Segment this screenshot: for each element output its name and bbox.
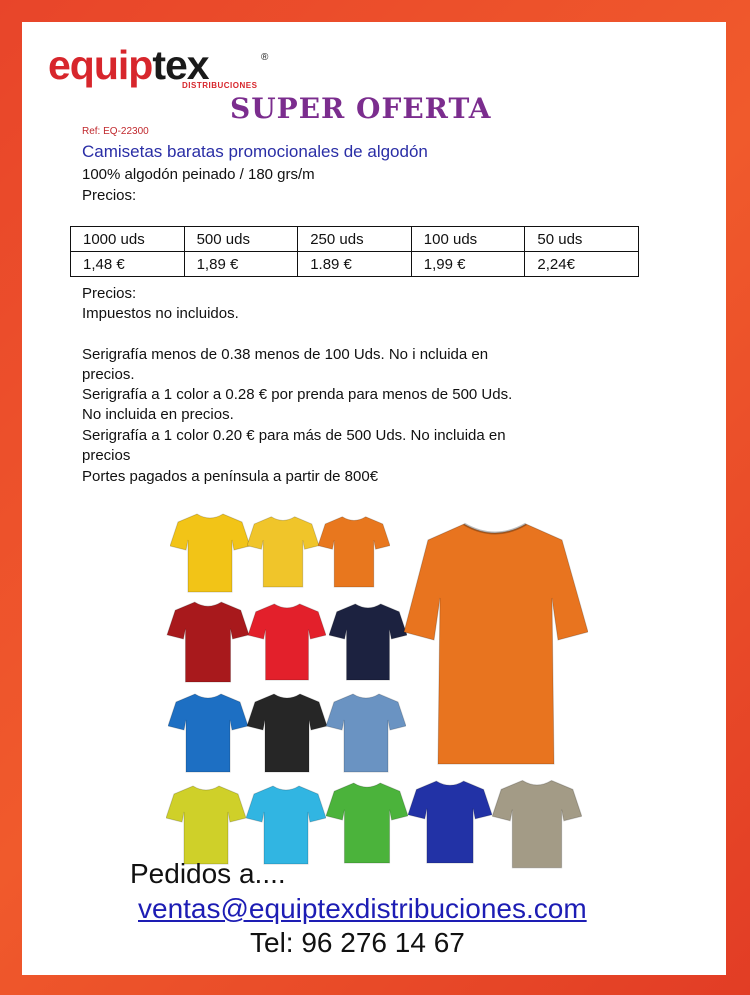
tshirt-shape: [492, 780, 582, 867]
qty-cell: 500 uds: [184, 227, 298, 252]
note-line: No incluida en precios.: [82, 406, 234, 423]
price-cell: 2,24€: [525, 252, 639, 277]
qty-cell: 1000 uds: [71, 227, 185, 252]
orders-label: Pedidos a....: [130, 858, 286, 889]
headline: SUPER OFERTA: [230, 92, 492, 125]
tshirt-turquoise: [246, 782, 326, 866]
tshirt-shape: [408, 781, 492, 863]
tshirt-shape: [170, 514, 250, 592]
price-cell: 1,48 €: [71, 252, 185, 277]
tshirt-lime: [166, 782, 246, 866]
price-table: [70, 226, 639, 277]
tshirt-yellow: [170, 510, 250, 594]
note-line: Serigrafía a 1 color a 0.28 € por prenda para menos de 500 Uds.: [82, 386, 513, 403]
tshirt-shape: [168, 694, 248, 772]
tshirt-royal-blue: [168, 688, 248, 776]
price-cell: 1,99 €: [411, 252, 525, 277]
tshirt-shape: [326, 694, 406, 772]
logo-word-left: equip: [48, 42, 153, 88]
note-line: Portes pagados a península a partir de 800€: [82, 468, 379, 485]
tshirt-shape: [247, 517, 319, 587]
tshirt-taupe: [492, 776, 582, 870]
email-link[interactable]: ventas@equiptexdistribuciones.com: [138, 893, 587, 924]
tshirt-shape: [246, 786, 326, 864]
price-cell: 1.89 €: [298, 252, 412, 277]
tshirt-shape: [318, 517, 390, 587]
tshirt-shape: [248, 604, 326, 680]
tshirt-blue: [408, 776, 492, 866]
quantity-row: [71, 227, 639, 252]
qty-cell: 50 uds: [525, 227, 639, 252]
note-line: Serigrafía a 1 color 0.20 € para más de 500 Uds. No incluida en: [82, 427, 506, 444]
tshirt-gold: [247, 510, 319, 592]
equiptex-logo: [48, 42, 288, 96]
product-ref: Ref: EQ-22300: [82, 126, 149, 137]
qty-cell: 100 uds: [411, 227, 525, 252]
product-title: Camisetas baratas promocionales de algodón: [82, 142, 428, 161]
tshirt-orange: [318, 510, 390, 592]
price-row: [71, 252, 639, 277]
taxes-note: Impuestos no incluidos.: [82, 305, 239, 322]
tshirt-shape: [247, 694, 327, 772]
tshirt-red: [248, 598, 326, 684]
tshirt-black: [247, 688, 327, 776]
tshirt-navy: [329, 598, 407, 684]
registered-mark: ®: [261, 52, 269, 63]
logo-subtitle: DISTRIBUCIONES: [182, 81, 258, 90]
precios-label: Precios:: [82, 187, 137, 204]
tshirt-shape: [166, 786, 246, 864]
note-line: precios: [82, 447, 131, 464]
tshirt-large-orange: [402, 516, 588, 768]
note-line: precios.: [82, 366, 135, 383]
telephone: Tel: 96 276 14 67: [250, 927, 465, 958]
logo-word-right: tex: [152, 42, 209, 88]
material-line: 100% algodón peinado / 180 grs/m: [82, 166, 315, 183]
note-line: Serigrafía menos de 0.38 menos de 100 Uds. No i ncluida en: [82, 346, 489, 363]
qty-cell: 250 uds: [298, 227, 412, 252]
tshirt-light-blue: [326, 688, 406, 776]
tshirt-burgundy: [166, 598, 250, 684]
tshirt-shape: [326, 783, 408, 863]
tshirt-green: [326, 778, 408, 866]
tshirt-shape: [329, 604, 407, 680]
tshirt-large-shape: [404, 524, 588, 764]
tshirt-shape: [167, 602, 249, 682]
precios-label-2: Precios:: [82, 285, 137, 302]
price-cell: 1,89 €: [184, 252, 298, 277]
